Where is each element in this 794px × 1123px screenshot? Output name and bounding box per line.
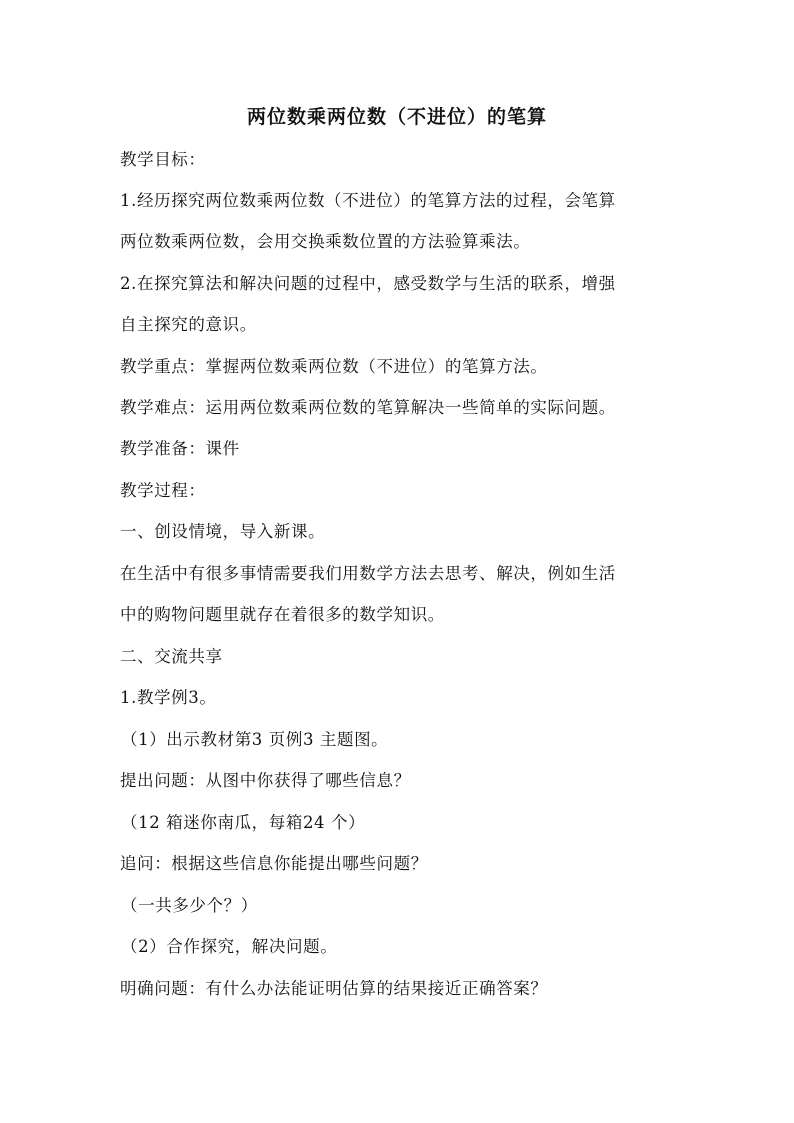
document-title: 两位数乘两位数（不进位）的笔算 xyxy=(246,106,547,128)
teaching-difficulty: 教学难点：运用两位数乘两位数的笔算解决一些简单的实际问题。 xyxy=(120,398,616,417)
objective-2-line-2: 自主探究的意识。 xyxy=(120,315,257,334)
intro-paragraph-line-1: 在生活中有很多事情需要我们用数学方法去思考、解决，例如生活 xyxy=(120,564,616,583)
question-answer: （12 箱迷你南瓜，每箱24 个） xyxy=(121,813,366,832)
step-1-heading: 一、创设情境，导入新课。 xyxy=(120,522,326,541)
example-3-item-1: （1）出示教材第3 页例3 主题图。 xyxy=(121,730,389,749)
example-3-item-2: （2）合作探究，解决问题。 xyxy=(121,937,338,956)
teaching-focus: 教学重点：掌握两位数乘两位数（不进位）的笔算方法。 xyxy=(120,357,548,376)
question-prompt: 提出问题：从图中你获得了哪些信息？ xyxy=(120,771,411,790)
intro-paragraph-line-2: 中的购物问题里就存在着很多的数学知识。 xyxy=(120,605,445,624)
follow-up-question: 追问：根据这些信息你能提出哪些问题？ xyxy=(120,854,428,873)
objective-1-line-2: 两位数乘两位数，会用交换乘数位置的方法验算乘法。 xyxy=(120,232,531,251)
objective-2-line-1: 2.在探究算法和解决问题的过程中，感受数学与生活的联系，增强 xyxy=(120,274,616,293)
example-3-heading: 1.教学例3。 xyxy=(120,688,217,707)
teaching-preparation: 教学准备：课件 xyxy=(120,439,240,458)
follow-up-answer: （一共多少个？） xyxy=(121,896,258,915)
objective-1-line-1: 1.经历探究两位数乘两位数（不进位）的笔算方法的过程，会笔算 xyxy=(120,191,616,210)
clarify-question: 明确问题：有什么办法能证明估算的结果接近正确答案？ xyxy=(120,979,548,998)
section-heading-process: 教学过程： xyxy=(120,481,206,500)
section-heading-objectives: 教学目标： xyxy=(120,150,206,169)
step-2-heading: 二、交流共享 xyxy=(120,647,223,666)
